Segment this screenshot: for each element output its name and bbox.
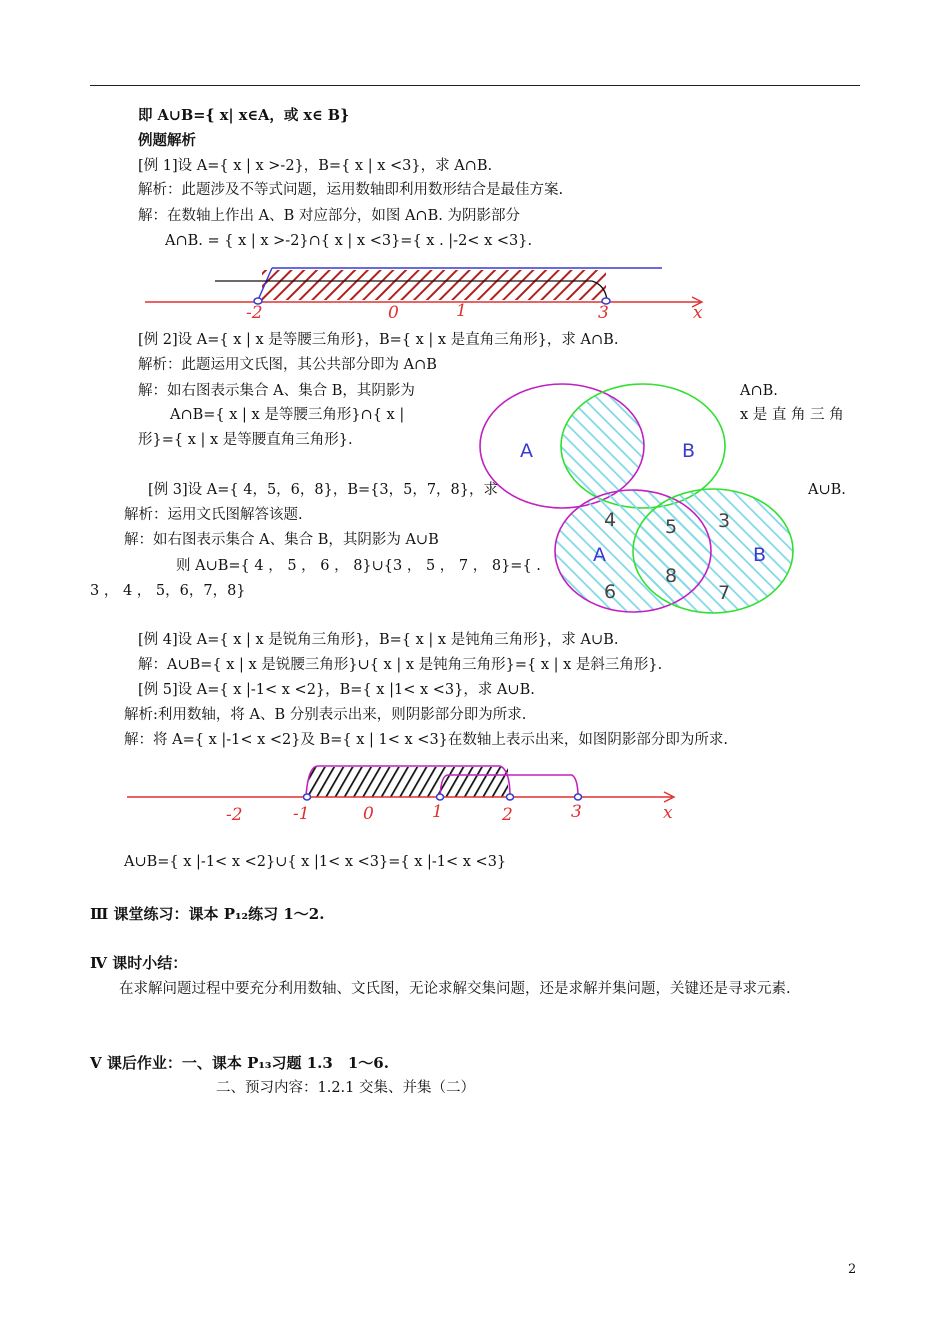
axis2-label-0: 0	[363, 804, 374, 824]
example1-solution: 解：在数轴上作出 A、B 对应部分，如图 A∩B. 为阴影部分	[138, 208, 520, 224]
axis1-label-3: 3	[598, 303, 609, 323]
open-point-3b	[575, 794, 582, 800]
open-point-minus1	[304, 794, 311, 800]
example1-question: [例 1]设 A={ x | x >-2}，B={ x | x <3}，求 A∩B.	[138, 158, 493, 174]
example4-question: [例 4]设 A={ x | x 是锐角三角形}，B={ x | x 是钝角三角形}，求 A∪B.	[138, 632, 619, 648]
example2-question: [例 2]设 A={ x | x 是等腰三角形}，B={ x | x 是直角三角形}，求 A∩B.	[138, 332, 619, 348]
venn1-label-b: B	[682, 440, 696, 462]
example4-solution: 解：A∪B={ x | x 是锐腰三角形}∪{ x | x 是钝角三角形}={ x | x 是斜三角形}.	[138, 657, 663, 673]
axis2-label-x: x	[663, 803, 673, 823]
venn2-label-b: B	[753, 544, 767, 566]
examples-heading: 例题解析	[138, 132, 196, 149]
section-5-homework: Ⅴ 课后作业：一、课本 P₁₃习题 1.3 1～6.	[90, 1054, 389, 1072]
example1-result: A∩B. = { x | x >-2}∩{ x | x <3}={ x . |-2< x <3}.	[165, 233, 533, 249]
example3-question-tail: A∪B.	[808, 482, 846, 498]
example1-analysis: 解析：此题涉及不等式问题，运用数轴即利用数形结合是最佳方案.	[138, 182, 564, 198]
venn2-elem-6: 6	[604, 581, 617, 603]
union-definition: 即 A∪B={ x| x∈A，或 x∈ B}	[138, 107, 350, 124]
venn2-elem-4: 4	[604, 509, 617, 531]
venn2-label-a: A	[593, 544, 606, 566]
axis2-label-minus2: -2	[226, 805, 243, 825]
venn2-elem-3: 3	[718, 510, 731, 532]
section-4-summary: Ⅳ 课时小结：	[90, 954, 188, 972]
example3-solution: 解：如右图表示集合 A、集合 B，其阴影为 A∪B	[124, 532, 439, 548]
page-number: 2	[848, 1262, 857, 1277]
venn2-elem-7: 7	[718, 582, 731, 604]
example2-solution-a-tail: A∩B.	[740, 383, 778, 399]
axis2-label-1: 1	[432, 802, 443, 822]
example2-solution-b: A∩B={ x | x 是等腰三角形}∩{ x |	[170, 407, 405, 423]
example2-solution-b-tail: x 是 直 角 三 角	[740, 407, 844, 423]
homework-item-2: 二、预习内容：1.2.1 交集、并集（二）	[216, 1080, 476, 1096]
example5-result: A∪B={ x |-1< x <2}∪{ x |1< x <3}={ x |-1< x <3}	[124, 854, 507, 870]
axis1-label-0: 0	[388, 303, 399, 323]
section-3-practice: Ⅲ 课堂练习：课本 P₁₂练习 1～2.	[90, 905, 325, 923]
venn1-label-a: A	[520, 440, 533, 462]
union-shade	[308, 767, 508, 797]
example5-analysis: 解析:利用数轴，将 A、B 分别表示出来，则阴影部分即为所求.	[124, 707, 527, 723]
venn2-elem-8: 8	[665, 565, 678, 587]
axis1-label-1: 1	[456, 301, 467, 321]
example3-analysis: 解析：运用文氏图解答该题.	[124, 507, 303, 523]
example2-analysis: 解析：此题运用文氏图，其公共部分即为 A∩B	[138, 357, 437, 373]
open-point-2	[507, 794, 514, 800]
example3-question: [例 3]设 A={ 4，5，6，8}，B={3，5，7，8}，求	[148, 482, 498, 498]
summary-paragraph: 在求解问题过程中要充分利用数轴、文氏图，无论求解交集问题，还是求解并集问题，关键还是寻求元素.	[119, 981, 791, 997]
example3-solution-b: 则 A∪B={ 4 ， 5 ， 6 ， 8}∪{3 ， 5 ， 7 ， 8}={ .	[176, 558, 541, 574]
open-point-1	[437, 794, 444, 800]
axis1-label-x: x	[693, 303, 703, 323]
example2-solution-c: 形}={ x | x 是等腰直角三角形}.	[138, 432, 353, 448]
axis2-label-2: 2	[502, 805, 513, 825]
axis2-label-3: 3	[571, 802, 582, 822]
example5-solution: 解：将 A={ x |-1< x <2}及 B={ x | 1< x <3}在数轴上表示出来，如图阴影部分即为所求.	[124, 732, 729, 748]
example5-question: [例 5]设 A={ x |-1< x <2}，B={ x |1< x <3}，求 A∪B.	[138, 682, 535, 698]
axis1-label-minus2: -2	[246, 303, 263, 323]
axis2-label-minus1: -1	[293, 804, 310, 824]
venn2-elem-5: 5	[665, 516, 678, 538]
example2-solution-a: 解：如右图表示集合 A、集合 B，其阴影为	[138, 383, 415, 399]
example3-solution-c: 3 ， 4 ， 5，6，7，8}	[90, 583, 246, 599]
